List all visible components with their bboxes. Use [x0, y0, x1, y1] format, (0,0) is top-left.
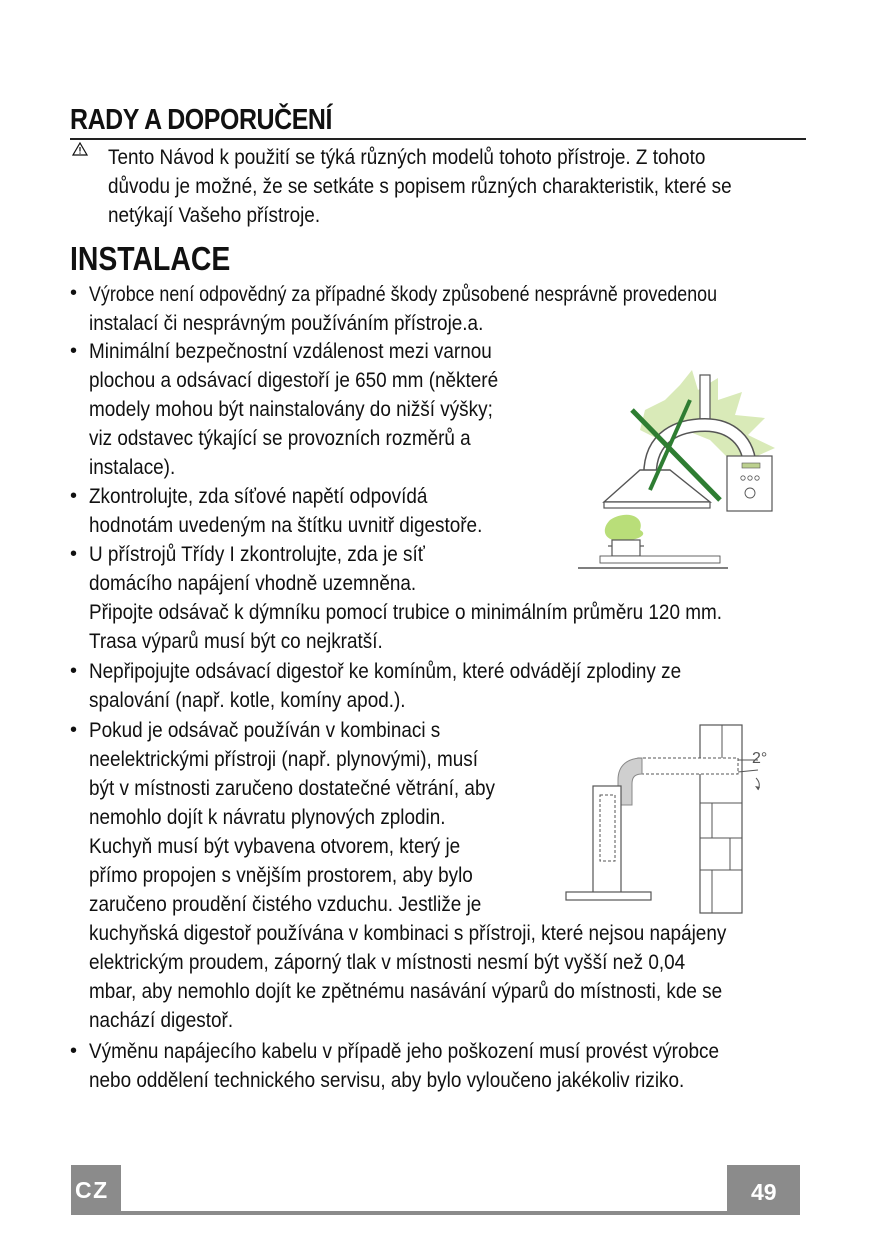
bullet-item-7 — [89, 1037, 805, 1095]
text-line: Trasa výparů musí být co nejkratší. — [89, 629, 383, 653]
footer-language: CZ — [75, 1177, 109, 1203]
text-line: Zkontrolujte, zda síťové napětí odpovídá — [89, 484, 428, 508]
slope-angle-label: 2° — [752, 750, 768, 767]
heading-rule — [70, 138, 806, 140]
bullet-item-1 — [89, 280, 846, 338]
text-line: modely mohou být nainstalovány do nižší výšky; — [89, 397, 493, 421]
text-line: kuchyňská digestoř používána v kombinaci s přístroji, které nejsou napájeny — [89, 921, 727, 945]
text-line: elektrickým proudem, záporný tlak v místnosti nesmí být vyšší než 0,04 — [89, 950, 686, 974]
text-line: instalace). — [89, 455, 176, 479]
warning-paragraph — [108, 143, 817, 230]
footer-rule — [121, 1211, 727, 1215]
text-line: domácího napájení vhodně uzemněna. — [89, 571, 417, 595]
warning-triangle-icon — [72, 142, 88, 156]
bullet-symbol: • — [70, 1040, 78, 1062]
text-line: být v místnosti zaručeno dostatečné větrání, aby — [89, 776, 495, 800]
footer-page-badge — [727, 1165, 800, 1215]
text-line: nachází digestoř. — [89, 1008, 234, 1032]
text-line: nemohlo dojít k návratu plynových zplodin. — [89, 805, 446, 829]
text-line: Kuchyň musí být vybavena otvorem, který je — [89, 834, 461, 858]
text-line: Nepřipojujte odsávací digestoř ke komínům, které odvádějí zplodiny ze — [89, 659, 682, 683]
text-line: nebo oddělení technického servisu, aby bylo vyloučeno jakékoliv riziko. — [89, 1068, 685, 1092]
text-line: přímo propojen s vnějším prostorem, aby bylo — [89, 863, 473, 887]
bullet-symbol: • — [70, 340, 78, 362]
hood-installation-illustration — [570, 370, 780, 575]
bullet-symbol: • — [70, 719, 78, 741]
text-line: Minimální bezpečnostní vzdálenost mezi varnou — [89, 339, 492, 363]
text-line: spalování (např. kotle, komíny apod.). — [89, 688, 406, 712]
text-line: plochou a odsávací digestoří je 650 mm (některé — [89, 368, 499, 392]
steam-cloud — [605, 515, 643, 541]
page-number: 49 — [751, 1179, 777, 1205]
text-line: instalací či nesprávným používáním přístroje.a. — [89, 311, 484, 335]
text-line: zaručeno proudění čistého vzduchu. Jestliže je — [89, 892, 482, 916]
text-line: Připojte odsávač k dýmníku pomocí trubice o minimálním průměru 120 mm. — [89, 600, 723, 624]
text-line: hodnotám uvedeným na štítku uvnitř digestoře. — [89, 513, 483, 537]
text-line: U přístrojů Třídy I zkontrolujte, zda je síť — [89, 542, 425, 566]
footer-language-badge — [71, 1165, 121, 1215]
warning-line: důvodu je možné, že se setkáte s popisem různých charakteristik, které se — [108, 174, 732, 198]
bullet-symbol: • — [70, 543, 78, 565]
text-line: Výrobce není odpovědný za případné škody způsobené nesprávně provedenou — [89, 282, 718, 306]
bullet-symbol: • — [70, 660, 78, 682]
text-line: mbar, aby nemohlo dojít ke zpětnému nasávání výparů do místnosti, kde se — [89, 979, 723, 1003]
bullet-item-5 — [89, 657, 762, 715]
warning-line: netýkají Vašeho přístroje. — [108, 203, 321, 227]
warning-line: Tento Návod k použití se týká různých modelů tohoto přístroje. Z tohoto — [108, 145, 706, 169]
duct-slope-illustration — [560, 720, 810, 920]
text-line: neelektrickými přístroji (např. plynovými), musí — [89, 747, 479, 771]
heading-advice: RADY A DOPORUČENÍ — [70, 104, 332, 136]
text-line: Pokud je odsávač používán v kombinaci s — [89, 718, 441, 742]
bullet-item-2 — [89, 337, 554, 482]
heading-install: INSTALACE — [70, 240, 231, 277]
text-line: viz odstavec týkající se provozních rozměrů a — [89, 426, 471, 450]
bullet-symbol: • — [70, 485, 78, 507]
bullet-symbol: • — [70, 282, 78, 304]
bullet-item-3 — [89, 482, 536, 540]
text-line: Výměnu napájecího kabelu v případě jeho poškození musí provést výrobce — [89, 1039, 719, 1063]
